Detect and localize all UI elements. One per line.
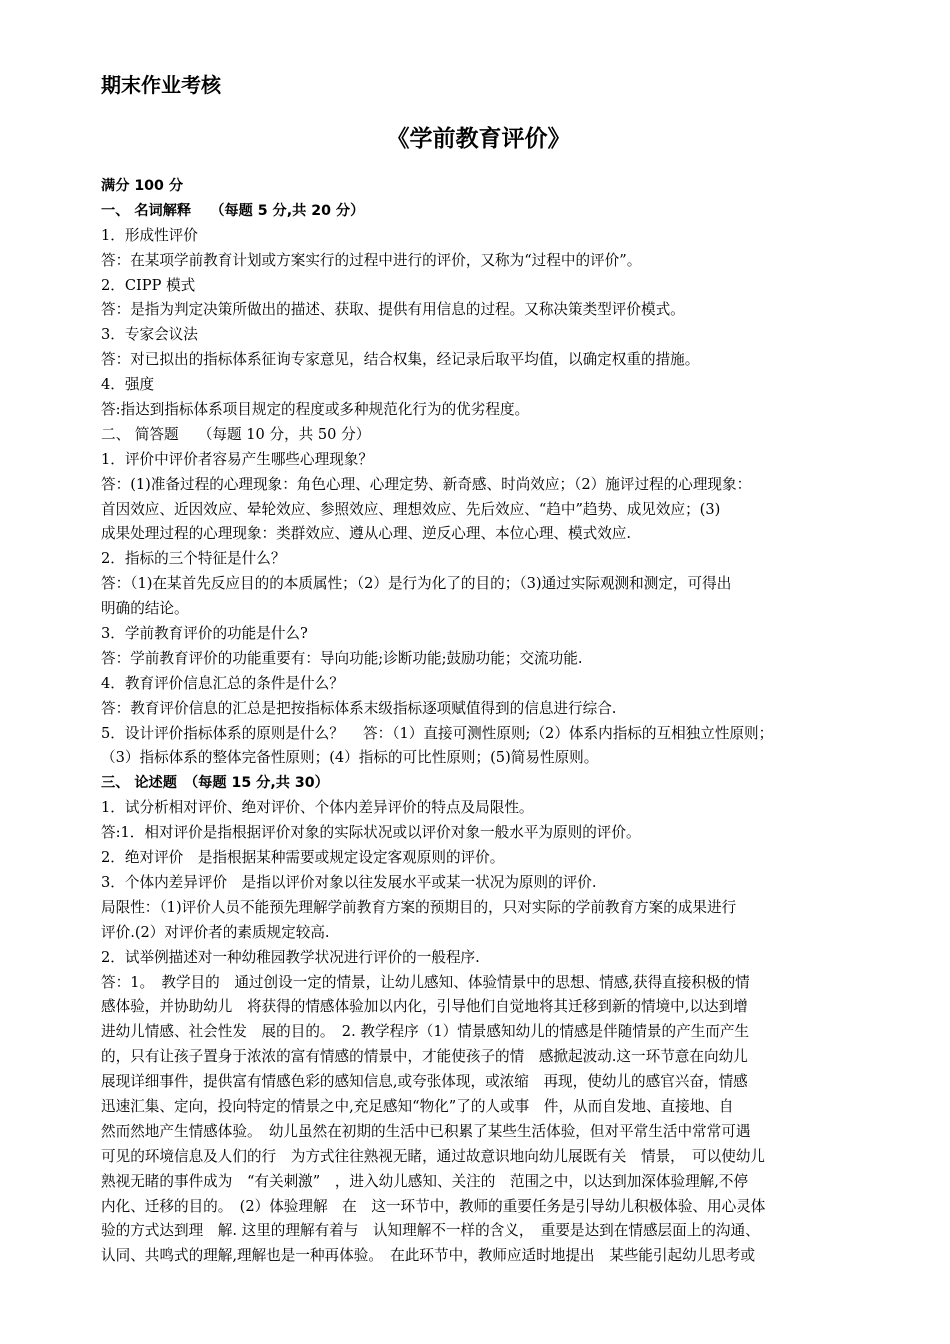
question: 2．CIPP 模式 <box>101 276 196 294</box>
answer-line: 首因效应、近因效应、晕轮效应、参照效应、理想效应、先后效应、“趋中”趋势、成见效应；(3) <box>101 500 721 518</box>
question-answer-line: （3）指标体系的整体完备性原则；(4）指标的可比性原则；(5)简易性原则。 <box>101 749 599 767</box>
essay-line: 评价.(2）对评价者的素质规定较高. <box>101 923 330 941</box>
header-title: 期末作业考核 <box>101 73 221 97</box>
essay-line: 熟视无睹的事件成为 “有关刺激” ，进入幼儿感知、关注的 范围之中，以达到加深体验理解,不停 <box>101 1172 749 1190</box>
essay-line: 可见的环境信息及人们的行 为方式往往熟视无睹，通过故意识地向幼儿展既有关 情景， 可以使幼儿 <box>101 1147 766 1165</box>
question: 4．强度 <box>101 376 155 394</box>
answer: 答:指达到指标体系项目规定的程度或多种规范化行为的优劣程度。 <box>101 401 530 419</box>
section-3-heading: 三、 论述题 （每题 15 分,共 30） <box>101 775 329 792</box>
essay-line: 的，只有让孩子置身于浓浓的富有情感的情景中，才能使孩子的情 感掀起波动.这一环节意在向幼儿 <box>101 1048 748 1066</box>
question: 2．指标的三个特征是什么？ <box>101 550 286 568</box>
section-1-heading: 一、 名词解释 （每题 5 分,共 20 分） <box>101 202 365 219</box>
answer-line: 答：(1)准备过程的心理现象：角色心理、心理定势、新奇感、时尚效应；（2）施评过程的心理现象： <box>101 475 752 493</box>
document-body <box>101 174 856 1269</box>
question: 4．教育评价信息汇总的条件是什么？ <box>101 674 344 692</box>
answer-line: 答：（1)在某首先反应目的的本质属性；（2）是行为化了的目的；（3)通过实际观测和测定，可得出 <box>101 575 732 593</box>
question: 1．形成性评价 <box>101 226 198 244</box>
essay-line: 答:1．相对评价是指根据评价对象的实际状况或以评价对象一般水平为原则的评价。 <box>101 824 641 842</box>
essay-line: 内化、迁移的目的。 (2）体验理解 在 这一环节中，教师的重要任务是引导幼儿积极体验、用心灵体 <box>101 1197 766 1215</box>
answer: 答：学前教育评价的功能重要有：导向功能;诊断功能;鼓励功能；交流功能. <box>101 649 583 667</box>
answer: 答：在某项学前教育计划或方案实行的过程中进行的评价，又称为“过程中的评价”。 <box>101 251 642 269</box>
document-title: 《学前教育评价》 <box>386 126 571 152</box>
question-answer-line: 5．设计评价指标体系的原则是什么？ 答：（1）直接可测性原则;（2）体系内指标的互相独立性原则； <box>101 724 774 742</box>
essay-line: 感体验，并协助幼儿 将获得的情感体验加以内化，引导他们自觉地将其迁移到新的情境中,以达到增 <box>101 998 748 1016</box>
essay-line: 1．试分析相对评价、绝对评价、个体内差异评价的特点及局限性。 <box>101 799 534 817</box>
question: 3．专家会议法 <box>101 326 198 344</box>
essay-line: 2．试举例描述对一种幼稚园教学状况进行评价的一般程序. <box>101 948 480 966</box>
question: 1．评价中评价者容易产生哪些心理现象？ <box>101 450 373 468</box>
full-score: 满分 100 分 <box>101 178 184 194</box>
essay-line: 答：1。 教学目的 通过创设一定的情景，让幼儿感知、体验情景中的思想、情感,获得直接积极的情 <box>101 973 750 991</box>
essay-line: 2．绝对评价 是指根据某种需要或规定设定客观原则的评价。 <box>101 849 505 867</box>
answer-line: 明确的结论。 <box>101 600 189 618</box>
answer: 答：教育评价信息的汇总是把按指标体系末级指标逐项赋值得到的信息进行综合. <box>101 699 617 717</box>
answer: 答：对已拟出的指标体系征询专家意见，结合权集，经记录后取平均值，以确定权重的措施。 <box>101 351 700 369</box>
answer-line: 成果处理过程的心理现象：类群效应、遵从心理、逆反心理、本位心理、模式效应. <box>101 525 632 543</box>
essay-line: 然而然地产生情感体验。 幼儿虽然在初期的生活中已积累了某些生活体验，但对平常生活中常常可遇 <box>101 1122 751 1140</box>
essay-line: 迅速汇集、定向，投向特定的情景之中,充足感知“物化”了的人或事 件，从而自发地、直接地、自 <box>101 1097 734 1115</box>
essay-line: 3．个体内差异评价 是指以评价对象以往发展水平或某一状况为原则的评价. <box>101 873 597 891</box>
essay-line: 认同、共鸣式的理解,理解也是一种再体验。 在此环节中，教师应适时地提出 某些能引起幼儿思考或 <box>101 1247 756 1265</box>
question: 3．学前教育评价的功能是什么? <box>101 625 308 643</box>
essay-line: 展现详细事件，提供富有情感色彩的感知信息,或夸张体现，或浓缩 再现，使幼儿的感官兴奋，情感 <box>101 1073 748 1091</box>
essay-line: 验的方式达到理 解. 这里的理解有着与 认知理解不一样的含义， 重要是达到在情感层面上的沟通、 <box>101 1222 760 1240</box>
essay-line: 进幼儿情感、社会性发 展的目的。 2. 教学程序（1）情景感知幼儿的情感是伴随情景的产生而产生 <box>101 1023 750 1041</box>
essay-line: 局限性：（1)评价人员不能预先理解学前教育方案的预期目的，只对实际的学前教育方案的成果进行 <box>101 898 737 916</box>
section-2-heading: 二、 简答题 （每题 10 分，共 50 分） <box>101 425 371 443</box>
answer: 答：是指为判定决策所做出的描述、获取、提供有用信息的过程。又称决策类型评价模式。 <box>101 301 685 319</box>
